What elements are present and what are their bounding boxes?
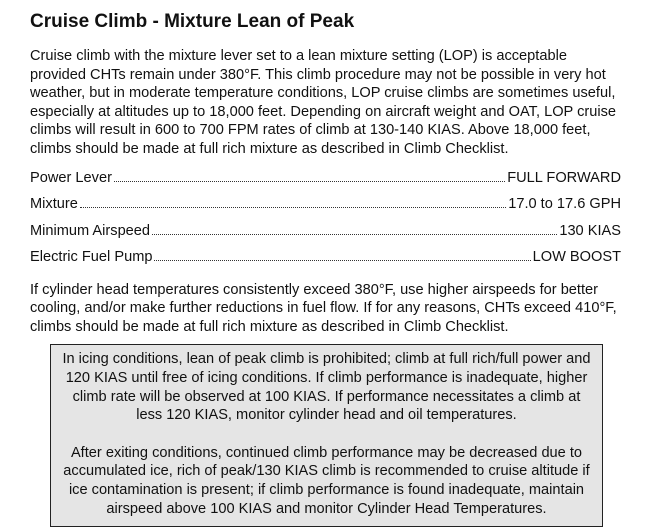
dot-leader	[152, 234, 557, 235]
checklist-item-mixture	[30, 195, 621, 222]
checklist-label: Minimum Airspeed	[30, 222, 151, 239]
checklist-item-power-lever	[30, 169, 621, 196]
checklist-value: FULL FORWARD	[507, 169, 621, 186]
checklist-label: Electric Fuel Pump	[30, 249, 153, 266]
checklist-label: Power Lever	[30, 169, 112, 186]
checklist	[30, 169, 621, 275]
checklist-value: 17.0 to 17.6 GPH	[508, 196, 621, 213]
cht-note-paragraph: If cylinder head temperatures consistently exceed 380°F, use higher airspeeds for better cooling, and/or make further reductions in fuel flow. If for any reasons, CHTs exceed 410°F, climbs should be made at full rich mixture as described in Climb Checklist.	[30, 281, 617, 335]
dot-leader	[154, 260, 530, 261]
intro-paragraph: Cruise climb with the mixture lever set to a lean mixture setting (LOP) is acceptable provided CHTs remain under 380°F. This climb procedure may not be possible in very hot weather, but in moderate temperature conditions, LOP cruise climbs are sometimes useful, especially at altitudes up to 18,000 feet. Depending on aircraft weight and OAT, LOP cruise climbs will result in 600 to 700 FPM rates of climb at 130-140 KIAS. Above 18,000 feet, climbs should be made at full rich mixture as described in Climb Checklist.	[30, 48, 616, 157]
checklist-label: Mixture	[30, 196, 78, 213]
checklist-value: 130 KIAS	[559, 222, 621, 239]
icing-note: In icing conditions, lean of peak climb is prohibited; climb at full rich/full power and 120 KIAS until free of icing conditions. If climb performance is inadequate, higher climb rate will be observed at 100 KIAS. If performance necessitates a climb at less 120 KIAS, monitor cylinder head and oil temperatures.	[62, 351, 591, 424]
checklist-value: LOW BOOST	[532, 249, 621, 266]
after-exit-note: After exiting conditions, continued climb performance may be decreased due to accumulated ice, rich of peak/130 KIAS climb is recommended to cruise altitude if ice contamination is present; if climb performance is found inadequate, maintain airspeed above 100 KIAS and monitor Cylinder Head Temperatures.	[63, 444, 590, 517]
section-title: Cruise Climb - Mixture Lean of Peak	[30, 11, 355, 32]
dot-leader	[114, 181, 505, 182]
checklist-item-electric-fuel-pump	[30, 248, 621, 275]
checklist-item-minimum-airspeed	[30, 222, 621, 249]
dot-leader	[80, 207, 506, 208]
icing-note-box	[50, 344, 603, 527]
